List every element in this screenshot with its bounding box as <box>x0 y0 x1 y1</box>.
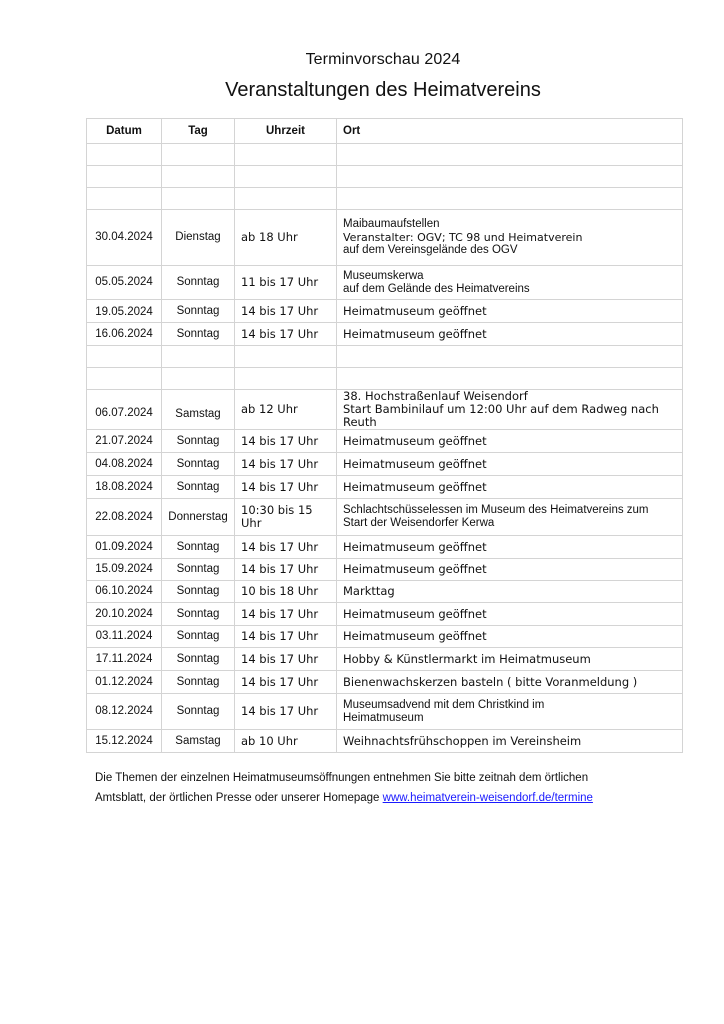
table-row <box>87 603 683 626</box>
row-day: Sonntag <box>162 323 235 346</box>
row-date: 06.10.2024 <box>87 581 162 603</box>
place-line: Maibaumaufstellen <box>343 218 440 230</box>
header-time: Uhrzeit <box>235 119 337 144</box>
row-place: Heimatmuseum geöffnet <box>337 559 683 581</box>
row-place <box>337 210 683 266</box>
row-time: ab 18 Uhr <box>235 210 337 266</box>
table-row <box>87 300 683 323</box>
row-time: 14 bis 17 Uhr <box>235 430 337 453</box>
place-line: Start der Weisendorfer Kerwa <box>343 517 495 529</box>
footer-line: Die Themen der einzelnen Heimatmuseumsöffnungen entnehmen Sie bitte zeitnah dem örtlichen <box>95 772 589 784</box>
place-line: auf dem Gelände des Heimatvereins <box>343 282 530 295</box>
row-day: Sonntag <box>162 453 235 476</box>
row-day: Sonntag <box>162 694 235 730</box>
table-row <box>87 390 683 430</box>
table-row <box>87 453 683 476</box>
row-time: 14 bis 17 Uhr <box>235 536 337 559</box>
table-row <box>87 581 683 603</box>
row-time: 14 bis 17 Uhr <box>235 694 337 730</box>
row-place <box>337 499 683 536</box>
header-date: Datum <box>87 119 162 144</box>
row-date: 06.07.2024 <box>87 390 162 430</box>
row-place: Heimatmuseum geöffnet <box>337 476 683 499</box>
row-date: 17.11.2024 <box>87 648 162 671</box>
table-row <box>87 694 683 730</box>
place-line: 38. Hochstraßenlauf Weisendorf <box>343 389 528 403</box>
row-time: 14 bis 17 Uhr <box>235 648 337 671</box>
place-line: Veranstalter: OGV; TC 98 und Heimatverein <box>343 231 583 244</box>
row-day: Sonntag <box>162 626 235 648</box>
row-day: Sonntag <box>162 300 235 323</box>
row-day: Sonntag <box>162 603 235 626</box>
table-row <box>87 626 683 648</box>
row-time: 14 bis 17 Uhr <box>235 476 337 499</box>
schedule-table <box>86 118 683 753</box>
empty-row <box>87 144 683 166</box>
row-place: Heimatmuseum geöffnet <box>337 603 683 626</box>
row-day: Sonntag <box>162 536 235 559</box>
row-time: 10:30 bis 15 Uhr <box>235 499 337 536</box>
row-place: Heimatmuseum geöffnet <box>337 536 683 559</box>
row-time: ab 12 Uhr <box>235 390 337 430</box>
footer-text: Amtsblatt, der örtlichen Presse oder unserer Homepage <box>95 792 383 804</box>
row-place: Heimatmuseum geöffnet <box>337 626 683 648</box>
row-time: 11 bis 17 Uhr <box>235 266 337 300</box>
place-line: Heimatmuseum <box>343 711 424 724</box>
table-header-row <box>87 119 683 144</box>
row-date: 01.09.2024 <box>87 536 162 559</box>
table-row <box>87 671 683 694</box>
row-date: 08.12.2024 <box>87 694 162 730</box>
header-day: Tag <box>162 119 235 144</box>
row-date: 18.08.2024 <box>87 476 162 499</box>
row-day: Samstag <box>162 390 235 430</box>
row-place <box>337 390 683 430</box>
row-date: 04.08.2024 <box>87 453 162 476</box>
row-date: 05.05.2024 <box>87 266 162 300</box>
table-row <box>87 536 683 559</box>
place-line: auf dem Vereinsgelände des OGV <box>343 244 518 256</box>
row-day: Sonntag <box>162 648 235 671</box>
row-place: Hobby & Künstlermarkt im Heimatmuseum <box>337 648 683 671</box>
footer-line <box>95 788 695 808</box>
row-place: Weihnachtsfrühschoppen im Vereinsheim <box>337 730 683 753</box>
table-row <box>87 476 683 499</box>
empty-row <box>87 368 683 390</box>
empty-row <box>87 166 683 188</box>
row-day: Donnerstag <box>162 499 235 536</box>
row-date: 01.12.2024 <box>87 671 162 694</box>
header-place: Ort <box>337 119 683 144</box>
row-place: Heimatmuseum geöffnet <box>337 453 683 476</box>
row-time: 14 bis 17 Uhr <box>235 603 337 626</box>
document-title: Terminvorschau 2024 <box>305 51 461 68</box>
row-time: 14 bis 17 Uhr <box>235 671 337 694</box>
row-date: 15.12.2024 <box>87 730 162 753</box>
row-time: 14 bis 17 Uhr <box>235 323 337 346</box>
homepage-link[interactable]: www.heimatverein-weisendorf.de/termine <box>382 792 593 804</box>
table-row <box>87 730 683 753</box>
row-date: 15.09.2024 <box>87 559 162 581</box>
row-day: Dienstag <box>162 210 235 266</box>
row-time: 14 bis 17 Uhr <box>235 559 337 581</box>
row-place <box>337 266 683 300</box>
table-row <box>87 323 683 346</box>
empty-row <box>87 188 683 210</box>
row-date: 21.07.2024 <box>87 430 162 453</box>
row-date: 22.08.2024 <box>87 499 162 536</box>
table-row <box>87 430 683 453</box>
row-place: Bienenwachskerzen basteln ( bitte Voranmeldung ) <box>337 671 683 694</box>
row-time: 14 bis 17 Uhr <box>235 626 337 648</box>
row-day: Sonntag <box>162 581 235 603</box>
table-row <box>87 648 683 671</box>
row-time: 14 bis 17 Uhr <box>235 300 337 323</box>
row-time: 10 bis 18 Uhr <box>235 581 337 603</box>
row-day: Sonntag <box>162 476 235 499</box>
row-day: Sonntag <box>162 671 235 694</box>
row-time: ab 10 Uhr <box>235 730 337 753</box>
table-row <box>87 266 683 300</box>
row-time: 14 bis 17 Uhr <box>235 453 337 476</box>
row-date: 30.04.2024 <box>87 210 162 266</box>
row-date: 16.06.2024 <box>87 323 162 346</box>
row-place: Heimatmuseum geöffnet <box>337 323 683 346</box>
row-date: 19.05.2024 <box>87 300 162 323</box>
place-line: Museumsadvend mit dem Christkind im <box>343 698 545 711</box>
footer-note <box>95 768 695 808</box>
document-subtitle: Veranstaltungen des Heimatvereins <box>225 79 541 101</box>
place-line: Start Bambinilauf um 12:00 Uhr auf dem Radweg nach Reuth <box>343 402 659 429</box>
row-place <box>337 694 683 730</box>
table-row <box>87 210 683 266</box>
row-date: 20.10.2024 <box>87 603 162 626</box>
row-place: Heimatmuseum geöffnet <box>337 300 683 323</box>
row-place: Heimatmuseum geöffnet <box>337 430 683 453</box>
row-place: Markttag <box>337 581 683 603</box>
row-day: Samstag <box>162 730 235 753</box>
row-day: Sonntag <box>162 559 235 581</box>
table-row <box>87 499 683 536</box>
row-date: 03.11.2024 <box>87 626 162 648</box>
table-row <box>87 559 683 581</box>
place-line: Museumskerwa <box>343 269 424 282</box>
place-line: Schlachtschüsselessen im Museum des Heimatvereins zum <box>343 504 649 516</box>
row-day: Sonntag <box>162 430 235 453</box>
empty-row <box>87 346 683 368</box>
row-day: Sonntag <box>162 266 235 300</box>
